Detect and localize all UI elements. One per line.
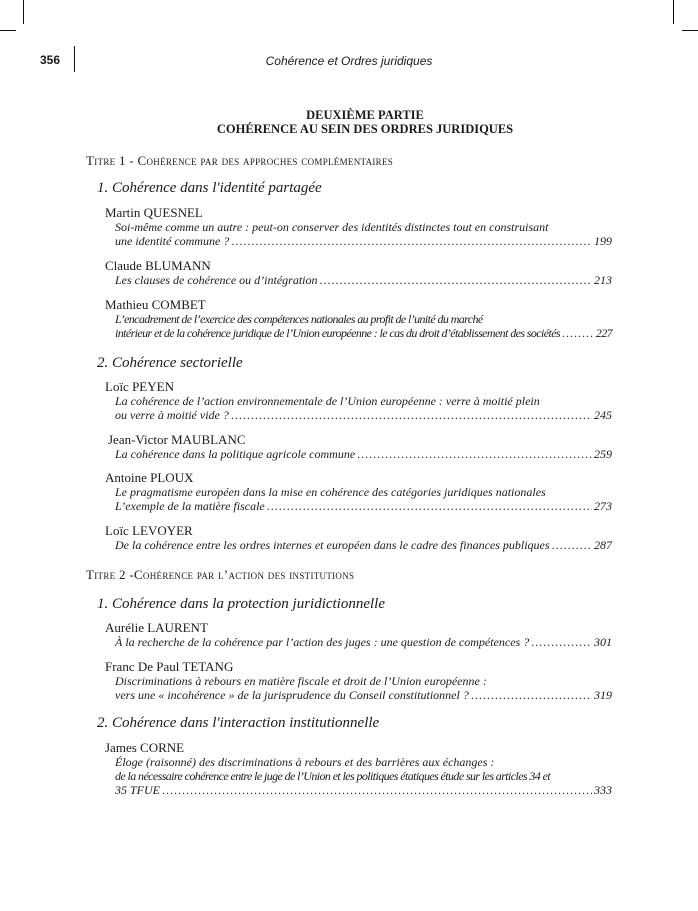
entry-title-last-line xyxy=(108,447,612,461)
entry-author: Claude BLUMANN xyxy=(105,258,211,273)
entry-author: Martin QUESNEL xyxy=(105,205,203,220)
entry-title-line: Discriminations à rebours en matière fiscale et droit de l’Union européenne : xyxy=(115,674,487,688)
entry-title-line: La cohérence de l’action environnementale de l’Union européenne : verre à moitié plein xyxy=(115,394,540,408)
entry-title-last-line xyxy=(105,688,612,702)
crop-mark-top-right-vertical xyxy=(673,0,674,24)
entry-title-last-line xyxy=(105,273,612,287)
entry-title-line: 35 TFUE xyxy=(115,783,160,797)
entry-title-line: de la nécessaire cohérence entre le juge de l’Union et les politiques étatiques étude sur les articles 34 et xyxy=(115,769,551,783)
entry-title-line: ou verre à moitié vide ? xyxy=(115,408,229,422)
toc-entry[interactable] xyxy=(105,471,612,513)
entry-page-number: 333 xyxy=(594,783,612,797)
entry-title-line: Le pragmatisme européen dans la mise en cohérence des catégories juridiques nationales xyxy=(115,485,546,499)
entry-title-line: De la cohérence entre les ordres internes et européen dans le cadre des finances publiques xyxy=(115,538,550,552)
dot-leader xyxy=(531,635,592,649)
titre-heading: Titre 1 - Cohérence par des approches complémentaires xyxy=(86,153,394,168)
dot-leader xyxy=(231,234,592,248)
dot-leader xyxy=(562,326,594,340)
entry-title-last-line xyxy=(105,783,612,797)
dot-leader xyxy=(162,783,592,797)
entry-title-line: Les clauses de cohérence ou d’intégration xyxy=(115,273,318,287)
toc-entry[interactable] xyxy=(105,660,612,702)
entry-page-number: 213 xyxy=(594,273,612,287)
entry-title-line: intérieur et de la cohérence juridique de l’Union européenne : le cas du droit d’établissement des sociétés xyxy=(115,326,560,340)
entry-author: Mathieu COMBET xyxy=(105,297,206,312)
entry-title-last-line xyxy=(105,499,612,513)
section-heading: 2. Cohérence dans l'interaction institutionnelle xyxy=(97,715,380,731)
running-title: Cohérence et Ordres juridiques xyxy=(265,54,433,68)
entry-title-line: La cohérence dans la politique agricole commune xyxy=(115,447,356,461)
entry-page-number: 245 xyxy=(594,408,612,422)
page-number: 356 xyxy=(40,53,61,67)
entry-author: James CORNE xyxy=(105,740,185,755)
dot-leader xyxy=(552,538,592,552)
toc-entry[interactable] xyxy=(105,298,612,340)
entry-title-line: Soi-même comme un autre : peut-on conserver des identités distinctes tout en construisant xyxy=(115,220,549,234)
entry-title-last-line xyxy=(105,326,612,340)
entry-title-line: L’encadrement de l’exercice des compétences nationales au profit de l’unité du marché xyxy=(115,312,483,326)
entry-author: Franc De Paul TETANG xyxy=(105,659,234,674)
entry-page-number: 227 xyxy=(595,326,612,340)
entry-author: Antoine PLOUX xyxy=(105,470,194,485)
entry-title-line: À la recherche de la cohérence par l’action des juges : une question de compétences ? xyxy=(115,635,530,649)
entry-author: Aurélie LAURENT xyxy=(105,620,208,635)
titre-heading: Titre 2 -Cohérence par l’action des institutions xyxy=(86,567,355,582)
toc-entry[interactable] xyxy=(105,741,612,797)
toc-entry[interactable] xyxy=(105,259,612,287)
part-heading xyxy=(0,108,698,136)
entry-title-line: une identité commune ? xyxy=(115,234,230,248)
entry-title-last-line xyxy=(105,408,612,422)
entry-author: Loïc LEVOYER xyxy=(105,523,193,538)
entry-author: Jean-Victor MAUBLANC xyxy=(108,432,246,447)
crop-mark-top-left-horizontal xyxy=(0,30,16,31)
section-heading: 1. Cohérence dans l'identité partagée xyxy=(97,180,322,196)
entry-title-last-line xyxy=(105,538,612,552)
toc-entry[interactable] xyxy=(105,380,612,422)
toc-entry[interactable] xyxy=(105,206,612,248)
entry-page-number: 301 xyxy=(594,635,612,649)
entry-title-line: Éloge (raisonné) des discriminations à rebours et des barrières aux échanges : xyxy=(115,755,495,769)
toc-entry[interactable] xyxy=(105,524,612,552)
section-heading: 2. Cohérence sectorielle xyxy=(97,355,243,371)
entry-title-line: L’exemple de la matière fiscale xyxy=(115,499,265,513)
part-heading-line-2: COHÉRENCE AU SEIN DES ORDRES JURIDIQUES xyxy=(216,122,514,136)
entry-title-line: vers une « incohérence » de la jurisprudence du Conseil constitutionnel ? xyxy=(115,688,469,702)
dot-leader xyxy=(267,499,592,513)
dot-leader xyxy=(231,408,592,422)
entry-page-number: 259 xyxy=(594,447,612,461)
crop-mark-top-right-horizontal xyxy=(682,30,698,31)
entry-title-last-line xyxy=(105,635,612,649)
toc-entry[interactable] xyxy=(108,433,612,461)
entry-page-number: 319 xyxy=(594,688,612,702)
entry-page-number: 199 xyxy=(594,234,612,248)
dot-leader xyxy=(357,447,592,461)
entry-title-last-line xyxy=(105,234,612,248)
part-heading-line-1: DEUXIÈME PARTIE xyxy=(306,108,424,122)
dot-leader xyxy=(320,273,592,287)
dot-leader xyxy=(471,688,592,702)
entry-page-number: 273 xyxy=(594,499,612,513)
crop-mark-top-left-vertical xyxy=(23,0,24,24)
entry-author: Loïc PEYEN xyxy=(105,379,174,394)
entry-page-number: 287 xyxy=(594,538,612,552)
toc-entry[interactable] xyxy=(105,621,612,649)
section-heading: 1. Cohérence dans la protection juridictionnelle xyxy=(97,596,386,612)
